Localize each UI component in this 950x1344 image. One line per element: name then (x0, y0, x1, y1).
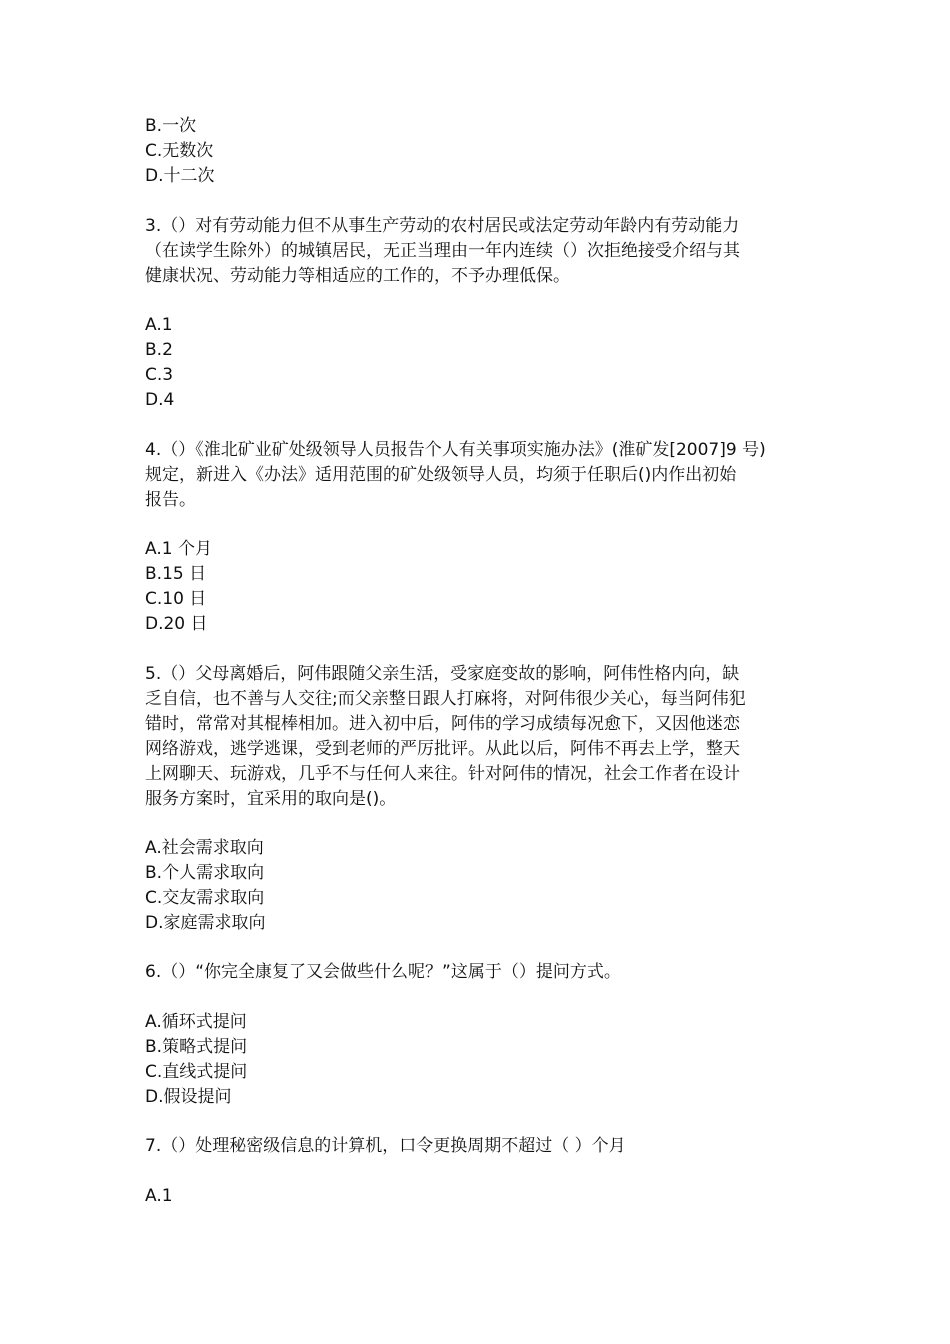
q5-option-d: D.家庭需求取向 (145, 913, 266, 933)
q6-option-a: A.循环式提问 (145, 1012, 247, 1032)
q5-option-c: C.交友需求取向 (145, 888, 265, 908)
q6-option-b: B.策略式提问 (145, 1037, 248, 1057)
q5-option-b: B.个人需求取向 (145, 863, 265, 883)
q2-option-b: B.一次 (145, 116, 197, 136)
q3-option-a: A.1 (145, 315, 173, 335)
q4-question-line-3: 报告。 (145, 490, 196, 510)
q4-option-c: C.10 日 (145, 589, 207, 609)
q3-question-line-2: （在读学生除外）的城镇居民，无正当理由一年内连续（）次拒绝接受介绍与其 (145, 241, 740, 261)
q5-question-line-3: 错时，常常对其棍棒相加。进入初中后，阿伟的学习成绩每况愈下，又因他迷恋 (145, 714, 740, 734)
q4-option-d: D.20 日 (145, 614, 208, 634)
q4-question-line-1: 4.（）《淮北矿业矿处级领导人员报告个人有关事项实施办法》(淮矿发[2007]9 号) (145, 440, 766, 460)
q5-question-line-4: 网络游戏，逃学逃课，受到老师的严厉批评。从此以后，阿伟不再去上学，整天 (145, 739, 740, 759)
q6-question-line-1: 6.（）“你完全康复了又会做些什么呢？”这属于（）提问方式。 (145, 962, 621, 982)
q5-question-line-1: 5.（）父母离婚后，阿伟跟随父亲生活，受家庭变故的影响，阿伟性格内向，缺 (145, 664, 740, 684)
q5-option-a: A.社会需求取向 (145, 838, 264, 858)
q2-option-d: D.十二次 (145, 166, 215, 186)
q7-option-a: A.1 (145, 1186, 173, 1206)
q2-option-c: C.无数次 (145, 141, 214, 161)
q4-option-b: B.15 日 (145, 564, 207, 584)
q5-question-line-5: 上网聊天、玩游戏，几乎不与任何人来往。针对阿伟的情况，社会工作者在设计 (145, 764, 740, 784)
q5-question-line-2: 乏自信，也不善与人交往;而父亲整日跟人打麻将，对阿伟很少关心，每当阿伟犯 (145, 689, 746, 709)
q3-option-b: B.2 (145, 340, 173, 360)
q3-question-line-3: 健康状况、劳动能力等相适应的工作的，不予办理低保。 (145, 266, 570, 286)
q3-question-line-1: 3.（）对有劳动能力但不从事生产劳动的农村居民或法定劳动年龄内有劳动能力 (145, 216, 740, 236)
q4-question-line-2: 规定，新进入《办法》适用范围的矿处级领导人员，均须于任职后()内作出初始 (145, 465, 737, 485)
q7-question-line-1: 7.（）处理秘密级信息的计算机，口令更换周期不超过（ ）个月 (145, 1136, 626, 1156)
q3-option-d: D.4 (145, 390, 175, 410)
q3-option-c: C.3 (145, 365, 174, 385)
q4-option-a: A.1 个月 (145, 539, 212, 559)
q6-option-c: C.直线式提问 (145, 1062, 248, 1082)
q5-question-line-6: 服务方案时，宜采用的取向是()。 (145, 789, 397, 809)
q6-option-d: D.假设提问 (145, 1087, 232, 1107)
